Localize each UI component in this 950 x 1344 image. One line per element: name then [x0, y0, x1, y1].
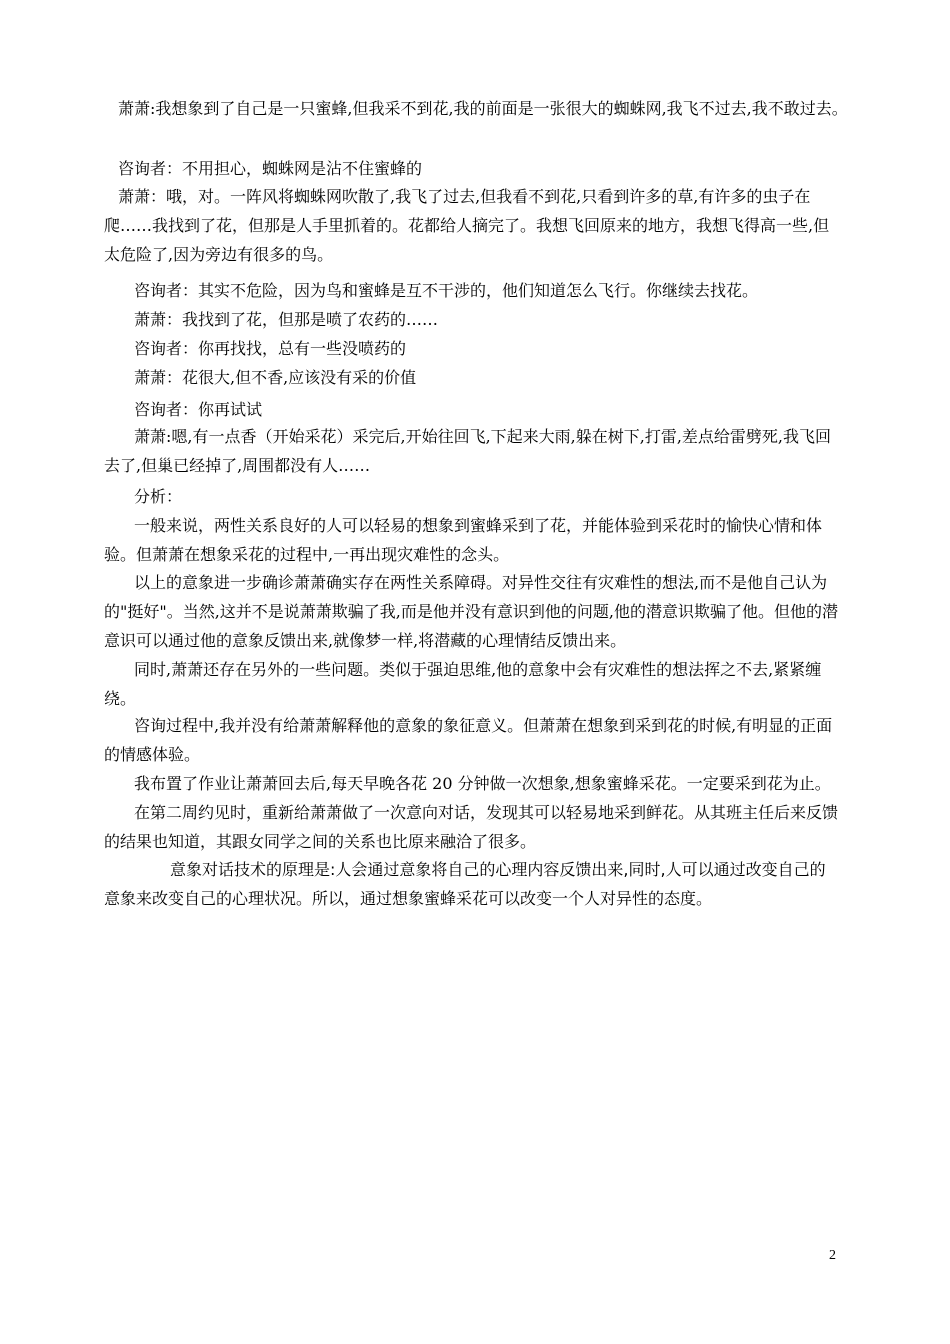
page-number: 2	[829, 1248, 836, 1263]
paragraph-xiaoxiao-1: 萧萧:我想象到了自己是一只蜜蜂,但我采不到花,我的前面是一张很大的蜘蛛网,我飞不过去,我不敢过去。	[118, 99, 848, 118]
analysis-paragraph-1: 一般来说，两性关系良好的人可以轻易的想象到蜜蜂采到了花，并能体验到采花时的愉快心情和体验。但萧萧在想象采花的过程中,一再出现灾难性的念头。	[104, 516, 823, 564]
paragraph-xiaoxiao-4: 萧萧：花很大,但不香,应该没有采的价值	[134, 368, 417, 387]
analysis-heading: 分析：	[134, 487, 183, 506]
paragraph-xiaoxiao-2: 萧萧：哦，对。一阵风将蜘蛛网吹散了,我飞了过去,但我看不到花,只看到许多的草,有许多的虫子在爬……我找到了花，但那是人手里抓着的。花都给人摘完了。我想飞回原来的地方，我想飞得高一些,但太危险了,因为旁边有很多的鸟。	[104, 187, 830, 264]
homework-paragraph: 我布置了作业让萧萧回去后,每天早晚各花 20 分钟做一次想象,想象蜜蜂采花。一定要采到花为止。	[134, 774, 831, 793]
paragraph-counselor-1: 咨询者：不用担心，蜘蛛网是沾不住蜜蜂的	[118, 159, 423, 178]
analysis-paragraph-3: 同时,萧萧还存在另外的一些问题。类似于强迫思维,他的意象中会有灾难性的想法挥之不去,紧紧缠绕。	[104, 660, 822, 708]
paragraph-xiaoxiao-3: 萧萧：我找到了花，但那是喷了农药的……	[134, 310, 439, 329]
paragraph-xiaoxiao-5: 萧萧:嗯,有一点香（开始采花）采完后,开始往回飞,下起来大雨,躲在树下,打雷,差点给雷劈死,我飞回去了,但巢已经掉了,周围都没有人……	[104, 427, 831, 475]
paragraph-counselor-3: 咨询者：你再找找，总有一些没喷药的	[134, 339, 407, 358]
analysis-paragraph-2: 以上的意象进一步确诊萧萧确实存在两性关系障碍。对异性交往有灾难性的想法,而不是他自己认为的"挺好"。当然,这并不是说萧萧欺骗了我,而是他并没有意识到他的问题,他的潜意识欺骗了他。但他的潜意识可以通过他的意象反馈出来,就像梦一样,将潜藏的心理情结反馈出来。	[104, 573, 838, 650]
analysis-paragraph-4: 咨询过程中,我并没有给萧萧解释他的意象的象征意义。但萧萧在想象到采到花的时候,有明显的正面的情感体验。	[104, 716, 833, 764]
paragraph-counselor-4: 咨询者：你再试试	[134, 400, 263, 419]
followup-paragraph: 在第二周约见时，重新给萧萧做了一次意向对话，发现其可以轻易地采到鲜花。从其班主任后来反馈的结果也知道，其跟女同学之间的关系也比原来融洽了很多。	[104, 803, 839, 851]
principle-paragraph: 意象对话技术的原理是:人会通过意象将自己的心理内容反馈出来,同时,人可以通过改变自己的意象来改变自己的心理状况。所以，通过想象蜜蜂采花可以改变一个人对异性的态度。	[104, 860, 826, 908]
paragraph-counselor-2: 咨询者：其实不危险，因为鸟和蜜蜂是互不干涉的，他们知道怎么飞行。你继续去找花。	[134, 281, 759, 300]
